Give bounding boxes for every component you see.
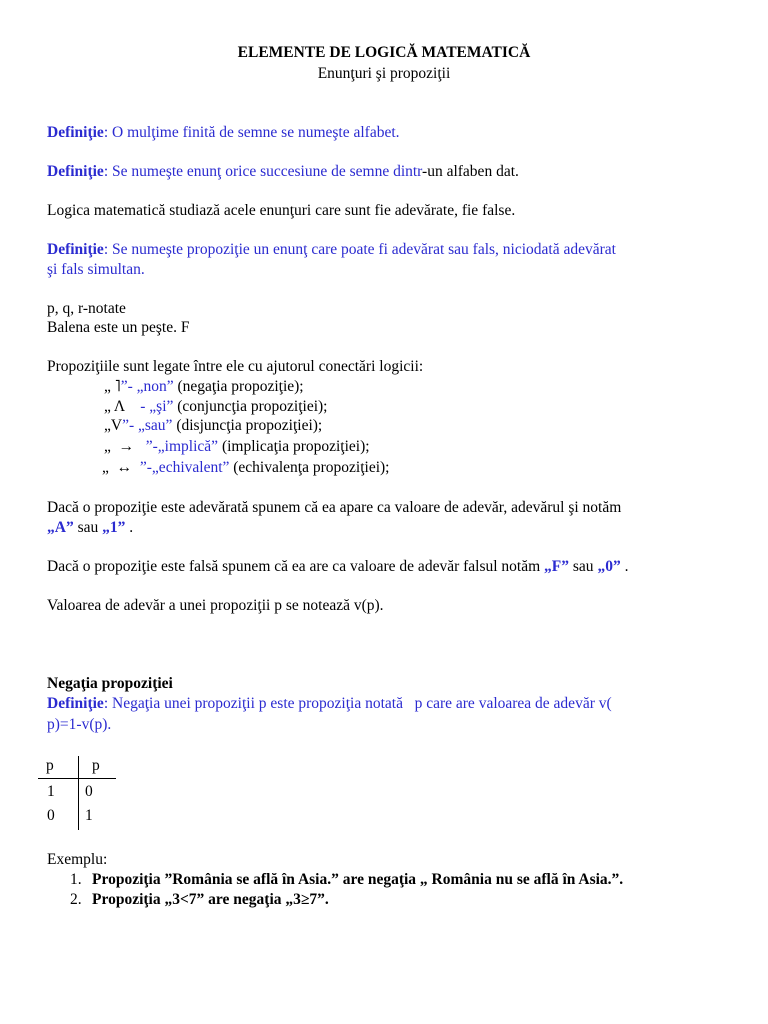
- example-statement: Balena este un peşte. F: [47, 319, 190, 336]
- or-text: sau: [569, 558, 598, 575]
- connector-desc: (conjuncţia propoziţiei);: [173, 398, 328, 415]
- true-paragraph-line2: [47, 518, 133, 537]
- list-item-number: 1.: [70, 871, 82, 888]
- table-header-not-p: p: [92, 757, 100, 774]
- connector-sau: [104, 416, 322, 435]
- true-paragraph-line1: Dacă o propoziţie este adevărată spunem că ea apare ca valoare de adevăr, adevărul şi notăm: [47, 499, 622, 516]
- definition-proposition-line2: şi fals simultan.: [47, 261, 145, 278]
- false-paragraph: [47, 557, 628, 576]
- definition-term: Definiţie: [47, 241, 104, 258]
- connector-desc: (disjuncţia propoziţiei);: [172, 417, 323, 434]
- end-text: .: [620, 558, 629, 575]
- end-text: .: [125, 519, 134, 536]
- connector-prefix: „: [104, 378, 115, 395]
- negation-heading: Negaţia propoziţiei: [47, 675, 173, 692]
- disjunction-symbol-icon: V: [110, 417, 123, 434]
- negation-definition-line2: p)=1-v(p).: [47, 716, 112, 733]
- connector-name: ”-„echivalent”: [132, 459, 230, 476]
- definition-term: Definiţie: [47, 163, 104, 180]
- connector-name: ”- „non”: [120, 378, 174, 395]
- implication-arrow-icon: →: [118, 438, 135, 455]
- connector-prefix: „: [104, 438, 119, 455]
- definition-statement: [47, 162, 519, 181]
- list-item-text: Propoziţia „3<7” are negaţia „3≥7”.: [92, 891, 329, 908]
- list-item-number: 2.: [70, 891, 82, 908]
- logic-line-tail: fie false.: [457, 202, 516, 219]
- negation-symbol-icon: ˥: [114, 378, 121, 395]
- definition-alphabet: [47, 123, 400, 142]
- connector-implica: [104, 437, 370, 456]
- connector-si: [104, 397, 327, 416]
- connector-non: [104, 377, 304, 396]
- list-item-text: Propoziţia ”România se află în Asia.” are negaţia „ România nu se află în Asia.”.: [92, 871, 624, 888]
- table-horizontal-divider: [38, 778, 116, 779]
- table-header-p: p: [46, 757, 54, 774]
- definition-text: : O mulţime finită de semne se numeşte alfabet.: [103, 124, 400, 141]
- negation-definition: [47, 694, 612, 713]
- value-f: „F”: [544, 558, 570, 575]
- logic-line-text: Logica matematică studiază acele enunţuri care sunt fie adevărate,: [47, 202, 458, 219]
- table-cell: 1: [85, 807, 93, 824]
- value-0: „0”: [597, 558, 621, 575]
- connector-desc: (negaţia propoziţie);: [173, 378, 304, 395]
- document-title: ELEMENTE DE LOGICĂ MATEMATICĂ: [237, 44, 531, 61]
- definition-text: : Se numeşte enunţ orice succesiune de semne dintr: [103, 163, 423, 180]
- notation-line: p, q, r-notate: [47, 300, 126, 317]
- list-item: [70, 870, 623, 889]
- table-cell: 0: [47, 807, 55, 824]
- logic-line: [47, 201, 515, 220]
- definition-text-line1: : Se numeşte propoziţie un enunţ care poate fi adevărat sau fals, niciodată adevărat: [103, 241, 616, 258]
- connector-desc: (echivalenţa propoziţiei);: [229, 459, 390, 476]
- definition-term: Definiţie: [47, 695, 104, 712]
- table-vertical-divider: [78, 756, 79, 830]
- value-a: „A”: [47, 519, 74, 536]
- value-notation-line: Valoarea de adevăr a unei propoziţii p se notează v(p).: [47, 597, 384, 614]
- definition-text-line1: : Negaţia unei propoziţii p este propoziţia notată p care are valoarea de adevăr v(: [103, 695, 612, 712]
- table-cell: 1: [47, 783, 55, 800]
- connectors-intro: Propoziţiile sunt legate între ele cu ajutorul conectări logicii:: [47, 358, 424, 375]
- table-cell: 0: [85, 783, 93, 800]
- truth-table: [38, 752, 118, 832]
- or-text: sau: [73, 519, 103, 536]
- connector-desc: (implicaţia propoziţiei);: [218, 438, 370, 455]
- definition-term: Definiţie: [47, 124, 104, 141]
- definition-proposition: [47, 240, 616, 259]
- connector-name: ”- „sau”: [122, 417, 173, 434]
- connector-echivalent: [102, 458, 389, 477]
- definition-tail: -un alfaben dat.: [422, 163, 519, 180]
- conjunction-symbol-icon: Λ: [113, 398, 125, 415]
- examples-title: Exemplu:: [47, 851, 108, 868]
- connector-prefix: „: [102, 459, 117, 476]
- connector-name: ”-„implică”: [134, 438, 219, 455]
- equivalence-arrow-icon: ↔: [116, 459, 133, 476]
- connector-prefix: „: [104, 417, 111, 434]
- connector-prefix: „: [104, 398, 114, 415]
- value-1: „1”: [102, 519, 126, 536]
- document-subtitle: Enunţuri şi propoziţii: [317, 65, 451, 82]
- connector-name: - „şi”: [124, 398, 174, 415]
- false-paragraph-text: Dacă o propoziţie este falsă spunem că ea are ca valoare de adevăr falsul notăm: [47, 558, 545, 575]
- list-item: [70, 890, 329, 909]
